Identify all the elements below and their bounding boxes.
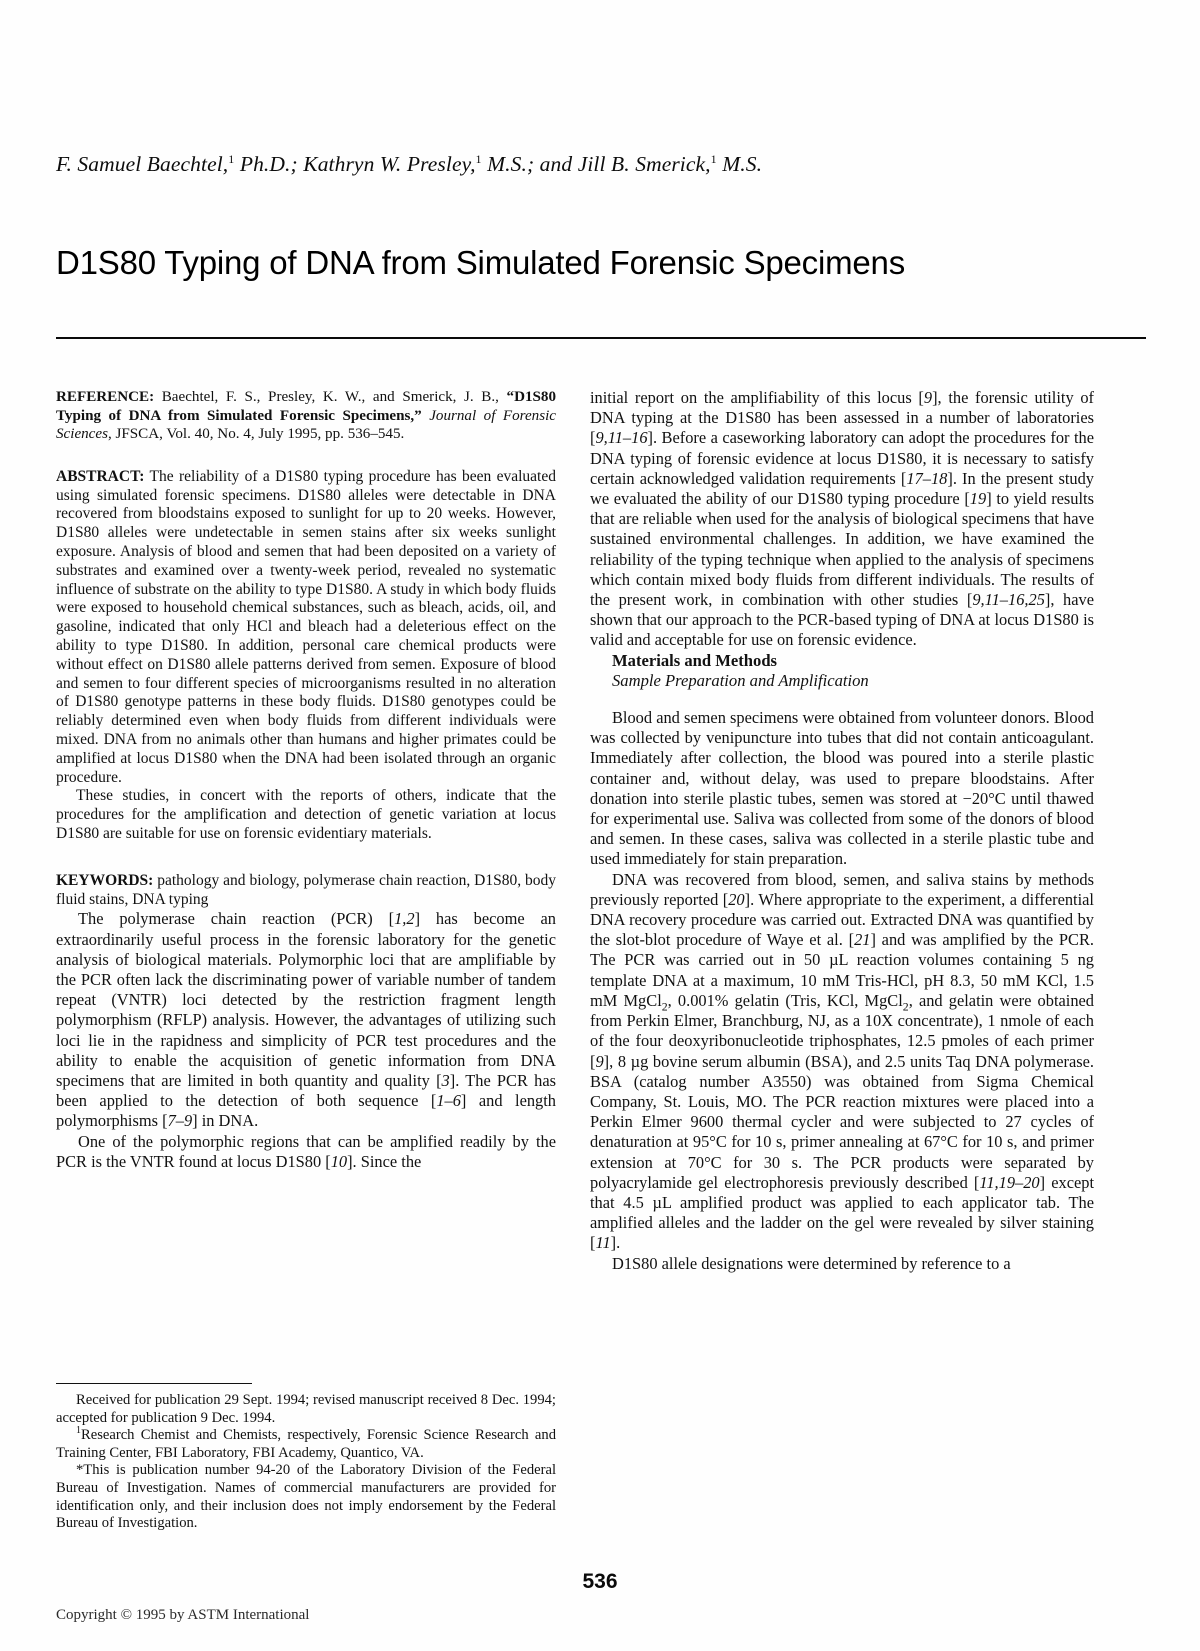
keywords-text: pathology and biology, polymerase chain reaction, D1S80, body fluid stains, DNA typing — [56, 871, 556, 908]
heading-materials-and-methods: Materials and Methods — [612, 650, 778, 670]
body-paragraph-2 — [56, 1132, 556, 1172]
citation-ref-19: 19 — [969, 489, 987, 509]
footnote-block — [56, 1392, 556, 1533]
citation-ref-7-9: 7–9 — [167, 1111, 193, 1131]
right-p3-a: DNA was recovered from blood, semen, and saliva stains by methods previously reported [ — [590, 869, 1094, 909]
author-2-name: Kathryn W. Presley, — [303, 152, 476, 176]
citation-ref-10: 10 — [330, 1151, 348, 1171]
footnote-publication-note: *This is publication number 94-20 of the Laboratory Division of the Federal Bureau of Investigation. Names of commercial manufacturers are provided for identification only, and their inclusion does not imply endorsement by the Federal Bureau of Investigation. — [56, 1462, 556, 1532]
citation-ref-1: 1,2 — [394, 909, 415, 929]
keywords-label: KEYWORDS: — [56, 871, 154, 889]
author-2-footnote-marker: 1 — [475, 151, 482, 166]
right-p1-b: ], the forensic utility of DNA typing at the D1S80 has been assessed in a number of laboratories [ — [590, 388, 1094, 448]
right-column — [590, 388, 1094, 1274]
page-number: 536 — [582, 1570, 618, 1593]
citation-ref-21: 21 — [854, 930, 871, 950]
body-p1-d: ] and length polymorphisms [ — [56, 1091, 556, 1131]
right-p3-d: , 0.001% gelatin (Tris, KCl, MgCl — [667, 990, 903, 1010]
author-1-name: F. Samuel Baechtel, — [56, 152, 229, 176]
reference-block — [56, 388, 556, 444]
right-p1-f: ], have shown that our approach to the PCR-based typing of DNA at locus D1S80 is valid and acceptable for use on forensic evidence. — [590, 590, 1094, 650]
right-p3-e: , and gelatin were obtained from Perkin Elmer, Branchburg, NJ, as a 10X concentrate), 1 nmole of each of the four deoxyribonucleotide triphosphates, 12.5 pmoles of each primer [ — [590, 990, 1094, 1071]
keywords-block — [56, 872, 556, 910]
subscript-mgcl2-second: 2 — [902, 999, 909, 1014]
citation-ref-3: 3 — [441, 1070, 450, 1090]
author-3-name: Jill B. Smerick, — [577, 152, 711, 176]
right-body-paragraph-2: Blood and semen specimens were obtained from volunteer donors. Blood was collected by venipuncture into tubes that did not contain anticoagulant. Immediately after collection, the blood was poured into a sterile plastic container and, without delay, was used to prepare bloodstains. After donation into sterile plastic tubes, semen was stored at −20°C until thawed for experimental use. Saliva was collected from some of the donors of blood and semen. In these cases, saliva was collected in a sterile plastic tube and used immediately for stain preparation. — [590, 708, 1094, 869]
footnote-received: Received for publication 29 Sept. 1994; revised manuscript received 8 Dec. 1994; accepted for publication 9 Dec. 1994. — [56, 1392, 556, 1426]
abstract-paragraph-1 — [56, 468, 556, 788]
left-column — [56, 388, 556, 1172]
subscript-mgcl2-first: 2 — [661, 999, 668, 1014]
author-3-footnote-marker: 1 — [710, 151, 717, 166]
right-p1-e: ] to yield results that are reliable when used for the analysis of biological specimens that have sustained environmental challenges. In addition, we have examined the reliability of the typing technique when applied to the analysis of specimens which contain mixed body fluids from different individuals. The results of the present work, in combination with other studies [ — [590, 489, 1094, 610]
body-p2-a: One of the polymorphic regions that can be amplified readily by the PCR is the VNTR found at locus D1S80 [ — [56, 1131, 556, 1171]
right-p3-g: ] except that 4.5 µL amplified product was applied to each applicator tab. The amplified alleles and the ladder on the gel were revealed by silver staining [ — [590, 1172, 1094, 1253]
footnote-affiliation — [56, 1427, 556, 1462]
copyright-notice: Copyright © 1995 by ASTM International — [56, 1607, 310, 1623]
heading-sample-preparation: Sample Preparation and Amplification — [612, 670, 869, 690]
reference-label: REFERENCE: — [56, 389, 155, 405]
right-p1-a: initial report on the amplifiability of this locus [ — [590, 388, 924, 407]
right-p3-h: ]. — [610, 1233, 621, 1253]
header-divider — [56, 337, 1146, 339]
body-p1-b: ] has become an extraordinarily useful process in the forensic laboratory for the genetic analysis of biological materials. Polymorphic loci that are amplifiable by the PCR often lack the discriminating power of variable number of tandem repeat (VNTR) loci detected by the restriction fragment length polymorphism (RFLP) analysis. However, the advantages of utilizing such loci lie in the rapidness and simplicity of PCR test procedures and the ability to enable the acquisition of genetic information from DNA specimens that are limited in both quantity and quality [ — [56, 909, 556, 1090]
citation-ref-9-11-16-25: 9,11–16,25 — [972, 590, 1045, 610]
body-p1-e: ] in DNA. — [192, 1111, 259, 1131]
reference-journal: Journal of Forensic Sciences — [56, 407, 556, 443]
body-p2-b: ]. Since the — [347, 1151, 422, 1171]
citation-ref-9: 9 — [923, 388, 933, 407]
right-p3-c: ] and was amplified by the PCR. The PCR was carried out in 50 µL reaction volumes containing 5 ng template DNA at a maximum, 10 mM Tris-HCl, pH 8.3, 50 mM KCl, 1.5 mM MgCl — [590, 930, 1094, 1010]
right-body-paragraph-4: D1S80 allele designations were determined by reference to a — [612, 1253, 1011, 1273]
citation-ref-11-19-20: 11,19–20 — [979, 1172, 1040, 1192]
right-p1-c: ]. Before a caseworking laboratory can adopt the procedures for the DNA typing of forensic evidence at locus D1S80, it is necessary to satisfy certain acknowledged validation requirements [ — [590, 428, 1094, 488]
right-p3-b: ]. Where appropriate to the experiment, a differential DNA recovery procedure was carried out. Extracted DNA was quantified by the slot-blot procedure of Waye et al. [ — [590, 889, 1094, 950]
body-p1-a: The polymerase chain reaction (PCR) [ — [78, 909, 395, 929]
author-1-footnote-marker: 1 — [228, 151, 235, 166]
abstract-label: ABSTRACT: — [56, 467, 145, 485]
author-1-degree: Ph.D.; — [234, 152, 304, 176]
reference-volume-pages: , JFSCA, Vol. 40, No. 4, July 1995, pp. 536–545. — [107, 426, 405, 443]
citation-ref-9-primer: 9 — [595, 1051, 604, 1071]
abstract-paragraph-2: These studies, in concert with the reports of others, indicate that the procedures for the amplification and detection of genetic variation at locus D1S80 are suitable for use on forensic evidentiary materials. — [56, 787, 556, 842]
footnote-affiliation-marker: 1 — [76, 1425, 81, 1437]
author-byline — [56, 152, 1146, 177]
citation-ref-9-11-16: 9,11–16 — [595, 428, 648, 448]
right-p1-d: ]. In the present study we evaluated the ability of our D1S80 typing procedure [ — [590, 468, 1094, 509]
citation-ref-20: 20 — [728, 889, 745, 909]
reference-article-title: “D1S80 Typing of DNA from Simulated Forensic Specimens,” — [56, 389, 556, 424]
author-3-degree: M.S. — [716, 152, 763, 176]
footnote-affiliation-text: Research Chemist and Chemists, respectively, Forensic Science Research and Training Center, FBI Laboratory, FBI Academy, Quantico, VA. — [56, 1427, 556, 1461]
page-title: D1S80 Typing of DNA from Simulated Forensic Specimens — [56, 244, 906, 282]
abstract-block — [56, 468, 556, 844]
author-2-degree: M.S.; and — [481, 152, 578, 176]
abstract-text-1: The reliability of a D1S80 typing procedure has been evaluated using simulated forensic specimens. D1S80 alleles were detectable in DNA recovered from bloodstains exposed to sunlight for up to 20 weeks. However, D1S80 alleles were undetectable in semen stains after six weeks sunlight exposure. Analysis of blood and semen that had been deposited on a variety of substrates and examined over a twenty-week period, revealed no systematic influence of substrate on the ability to type D1S80. A study in which body fluids were exposed to household chemical substances, such as bleach, acids, oil, and gasoline, indicated that only HCl and bleach had a deleterious effect on the ability to type D1S80. In addition, personal care chemical products were without effect on D1S80 allele patterns derived from semen. Exposure of blood and semen to four different species of microorganisms resulted in no alteration of D1S80 genotype patterns in these body fluids. D1S80 genotypes could be reliably determined even when body fluids from different individuals were mixed. DNA from no animals other than humans and higher primates could be amplified at locus D1S80 when the DNA had been isolated through an organic procedure. — [56, 467, 556, 786]
citation-ref-11-silver: 11 — [595, 1233, 611, 1253]
body-p1-c: ]. The PCR has been applied to the detection of both sequence [ — [56, 1070, 556, 1111]
body-paragraph-1 — [56, 909, 556, 1131]
citation-ref-1-6: 1–6 — [436, 1091, 461, 1111]
citation-ref-17-18: 17–18 — [906, 468, 948, 488]
right-p3-f: ], 8 µg bovine serum albumin (BSA), and 2.5 units Taq DNA polymerase. BSA (catalog number A3550) was obtained from Sigma Chemical Company, St. Louis, MO. The PCR reaction mixtures were placed into a Perkin Elmer 9600 thermal cycler and were subjected to 27 cycles of denaturation at 95°C for 10 s, primer annealing at 67°C for 10 s, and primer extension at 70°C for 30 s. The PCR products were separated by polyacrylamide gel electrophoresis previously described [ — [590, 1051, 1094, 1192]
reference-authors: Baechtel, F. S., Presley, K. W., and Smerick, J. B., — [154, 389, 507, 405]
right-body-paragraph-3 — [590, 870, 1094, 1254]
right-body-paragraph-1 — [590, 388, 1094, 651]
footnote-divider — [56, 1383, 252, 1384]
